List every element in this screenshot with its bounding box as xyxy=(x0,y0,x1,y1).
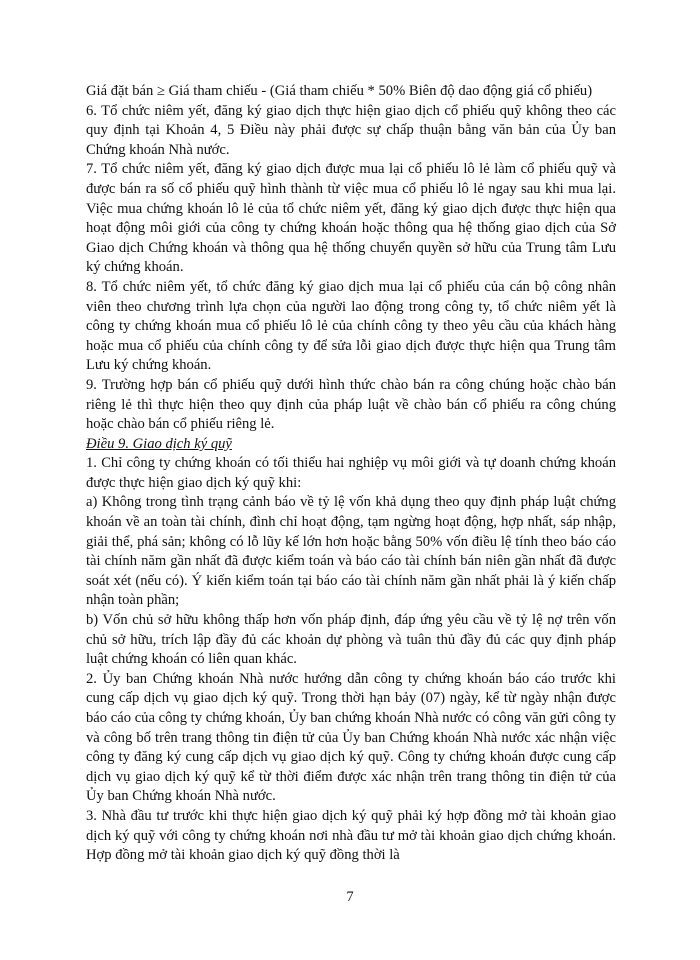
paragraph-point-a: a) Không trong tình trạng cảnh báo về tỷ lệ vốn khả dụng theo quy định pháp luật chứng khoán về an toàn tài chính, đình chỉ hoạt động, tạm ngừng hoạt động, hợp nhất, sáp nhập, giải thể, phá sản; không có lỗ lũy kế lớn hơn hoặc bằng 50% vốn điều lệ tính theo báo cáo tài chính năm gần nhất đã được kiểm toán và báo cáo tài chính bán niên gần nhất đã được soát xét (nếu có). Ý kiến kiểm toán tại báo cáo tài chính năm gần nhất phải là ý kiến chấp nhận toàn phần; xyxy=(86,494,616,609)
paragraph-item-6: 6. Tổ chức niêm yết, đăng ký giao dịch thực hiện giao dịch cổ phiếu quỹ không theo các quy định tại Khoản 4, 5 Điều này phải được sự chấp thuận bằng văn bản của Ủy ban Chứng khoán Nhà nước. xyxy=(86,102,616,158)
page-number: 7 xyxy=(346,889,354,905)
paragraph-clause-3: 3. Nhà đầu tư trước khi thực hiện giao dịch ký quỹ phải ký hợp đồng mở tài khoản giao dịch ký quỹ với công ty chứng khoán nơi nhà đầu tư mở tài khoản giao dịch chứng khoán. Hợp đồng mở tài khoản giao dịch ký quỹ đồng thời là xyxy=(86,807,616,864)
paragraph-clause-2: 2. Ủy ban Chứng khoán Nhà nước hướng dẫn công ty chứng khoán báo cáo trước khi cung cấp dịch vụ giao dịch ký quỹ. Trong thời hạn bảy (07) ngày, kể từ ngày nhận được báo cáo của công ty chứng khoán, Ủy ban chứng khoán Nhà nước có công văn gửi công ty và công bố trên trang thông tin điện tử của Ủy ban Chứng khoán Nhà nước xác nhận việc công ty đăng ký cung cấp dịch vụ giao dịch ký quỹ. Công ty chứng khoán được cung cấp dịch vụ giao dịch ký quỹ kể từ thời điểm được xác nhận trên trang thông tin điện tử của Ủy ban Chứng khoán Nhà nước. xyxy=(86,670,616,805)
paragraph-item-8: 8. Tổ chức niêm yết, tổ chức đăng ký giao dịch mua lại cổ phiếu của cán bộ công nhân viên theo chương trình lựa chọn của người lao động trong công ty, tổ chức niêm yết là công ty chứng khoán mua cổ phiếu lô lẻ của chính công ty theo yêu cầu của khách hàng hoặc mua cổ phiếu của chính công ty để sửa lỗi giao dịch được thực hiện qua Trung tâm Lưu ký chứng khoán. xyxy=(86,278,616,374)
paragraph-item-7: 7. Tổ chức niêm yết, đăng ký giao dịch được mua lại cổ phiếu lô lẻ làm cổ phiếu quỹ và được bán ra số cổ phiếu quỹ hình thành từ việc mua cổ phiếu lô lẻ ngay sau khi mua lại. Việc mua chứng khoán lô lẻ của tổ chức niêm yết, đăng ký giao dịch được thực hiện qua hoạt động môi giới của công ty chứng khoán hoặc thông qua hệ thống giao dịch của Sở Giao dịch Chứng khoán và thông qua hệ thống chuyển quyền sở hữu của Trung tâm Lưu ký chứng khoán. xyxy=(86,161,616,276)
paragraph-point-b: b) Vốn chủ sở hữu không thấp hơn vốn pháp định, đáp ứng yêu cầu về tỷ lệ nợ trên vốn chủ sở hữu, trích lập đầy đủ các khoản dự phòng và tuân thủ đầy đủ các quy định pháp luật chứng khoán có liên quan khác. xyxy=(86,612,616,668)
paragraph-clause-1: 1. Chỉ công ty chứng khoán có tối thiểu hai nghiệp vụ môi giới và tự doanh chứng khoán được thực hiện giao dịch ký quỹ khi: xyxy=(86,455,616,491)
paragraph-item-9: 9. Trường hợp bán cổ phiếu quỹ dưới hình thức chào bán ra công chúng hoặc chào bán riêng lẻ thì thực hiện theo quy định của pháp luật về chào bán cổ phiếu ra công chúng hoặc chào bán cổ phiếu riêng lẻ. xyxy=(86,376,616,433)
section-heading-article-9: Điều 9. Giao dịch ký quỹ xyxy=(86,435,232,452)
paragraph-price-formula: Giá đặt bán ≥ Giá tham chiếu - (Giá tham chiếu * 50% Biên độ dao động giá cổ phiếu) xyxy=(86,83,593,99)
